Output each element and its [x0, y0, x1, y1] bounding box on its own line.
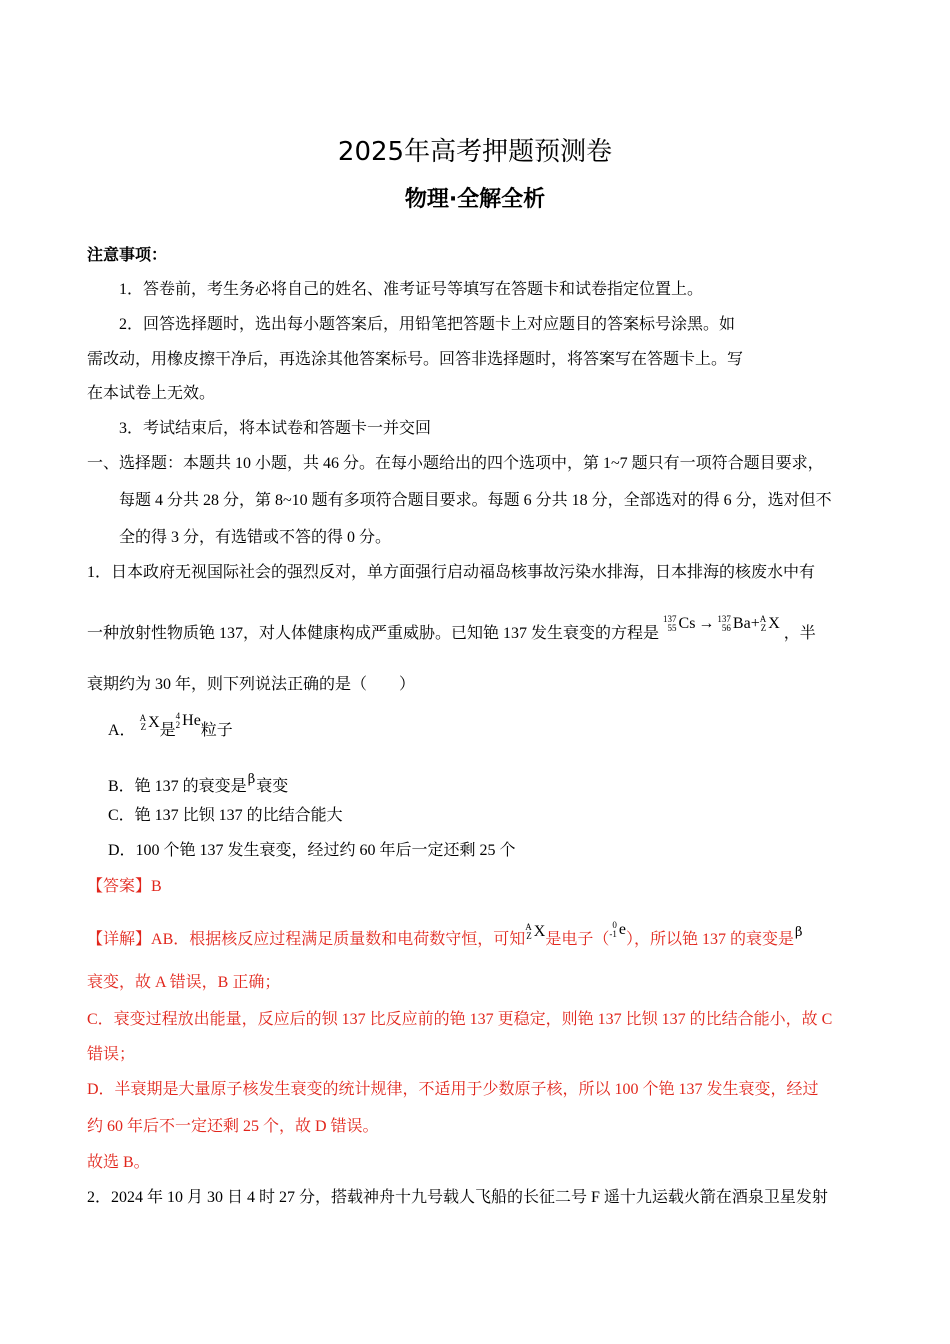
option-a-x-symbol: X	[148, 714, 160, 731]
notice-item-2-line-2: 需改动，用橡皮擦干净后，再选涂其他答案标号。回答非选择题时，将答案写在答题卡上。写	[87, 351, 744, 368]
section-instruction-line-1: 一、选择题：本题共 10 小题，共 46 分。在每小题给出的四个选项中，第 1~7 题只有一项符合题目要求，	[87, 455, 824, 472]
option-c: C．铯 137 比钡 137 的比结合能大	[108, 807, 343, 824]
option-a-x-nuclide	[140, 712, 160, 734]
question-1-line-1: 1．日本政府无视国际社会的强烈反对，单方面强行启动福岛核事故污染水排海，日本排海的核废水中有	[87, 564, 816, 581]
notice-item-2-line-3: 在本试卷上无效。	[87, 385, 216, 402]
detail-x-symbol: X	[533, 923, 546, 940]
option-a	[108, 711, 233, 742]
detail-label: 【详解】	[87, 931, 152, 948]
cesium-mass-number: 137	[663, 614, 677, 625]
option-a-x-mass: A	[139, 713, 147, 724]
detail-line-2: 衰变，故 A 错误，B 正确；	[87, 974, 281, 991]
detail-line-4: 错误；	[87, 1046, 136, 1063]
barium-symbol: Ba	[732, 615, 751, 632]
cesium-atomic-number: 55	[667, 623, 677, 634]
option-b	[108, 769, 288, 798]
helium-symbol: He	[182, 712, 201, 729]
detail-line-1-part-b: 是电子（	[545, 931, 610, 948]
helium-nuclide	[176, 710, 201, 732]
reaction-arrow: →	[698, 615, 715, 632]
barium-nuclide	[717, 613, 750, 635]
answer-line: 【答案】B	[87, 878, 162, 895]
electron-charge-number: -1	[609, 929, 617, 940]
detail-x-nuclide	[525, 921, 545, 943]
section-instruction-line-3: 全的得 3 分，有选错或不答的得 0 分。	[119, 529, 392, 546]
section-instruction-line-2: 每题 4 分共 28 分，第 8~10 题有多项符合题目要求。每题 6 分共 18 分，全部选对的得 6 分，选对但不	[119, 492, 832, 509]
detail-beta-symbol: β	[794, 925, 803, 940]
cesium-nuclide	[663, 613, 695, 635]
option-a-tail: 粒子	[200, 722, 233, 739]
detail-line-1-part-a: AB．根据核反应过程满足质量数和电荷数守恒，可知	[151, 931, 526, 948]
x-nuclide	[760, 613, 780, 635]
option-b-text: B．铯 137 的衰变是	[108, 778, 247, 795]
helium-mass-number: 4	[175, 711, 181, 722]
helium-atomic-number: 2	[175, 720, 181, 731]
x-symbol: X	[768, 615, 780, 632]
question-1-line-3: 衰期约为 30 年，则下列说法正确的是（ ）	[87, 676, 416, 693]
question-1-line-2-text: 一种放射性物质铯 137，对人体健康构成严重威胁。已知铯 137 发生衰变的方程是	[87, 625, 660, 642]
question-1-line-2-tail: ，半	[783, 625, 816, 642]
exam-subtitle: 物理·全解全析	[404, 187, 546, 212]
barium-mass-number: 137	[717, 614, 731, 625]
exam-title: 2025年高考押题预测卷	[337, 137, 613, 167]
notice-item-1: 1．答卷前，考生务必将自己的姓名、准考证号等填写在答题卡和试卷指定位置上。	[119, 281, 704, 298]
electron-nuclide	[609, 919, 626, 941]
electron-symbol: e	[618, 921, 626, 938]
detail-x-mass: A	[525, 922, 532, 933]
cesium-symbol: Cs	[678, 615, 696, 632]
question-1-line-2	[87, 614, 816, 645]
decay-equation	[663, 615, 784, 632]
option-a-mid: 是	[159, 722, 176, 739]
detail-line-1-part-c: ），所以铯 137 的衰变是	[625, 931, 794, 948]
detail-line-5: D．半衰期是大量原子核发生衰变的统计规律，不适用于少数原子核，所以 100 个铯 137 发生衰变，经过	[87, 1081, 819, 1098]
x-mass-number: A	[759, 614, 767, 625]
barium-atomic-number: 56	[721, 623, 731, 634]
option-b-tail: 衰变	[256, 778, 289, 795]
option-a-x-number: Z	[140, 722, 147, 733]
detail-line-3: C．衰变过程放出能量，反应后的钡 137 比反应前的铯 137 更稳定，则铯 137 比钡 137 的比结合能小，故 C	[87, 1011, 833, 1028]
detail-line-7: 故选 B。	[87, 1154, 150, 1171]
notice-heading: 注意事项：	[87, 247, 168, 264]
notice-item-3: 3．考试结束后，将本试卷和答题卡一并交回	[119, 420, 432, 437]
option-a-label: A．	[108, 722, 136, 739]
x-atomic-number: Z	[760, 623, 767, 634]
electron-mass-number: 0	[612, 920, 617, 931]
detail-line-6: 约 60 年后不一定还剩 25 个，故 D 错误。	[87, 1118, 379, 1135]
notice-item-2-line-1: 2．回答选择题时，选出每小题答案后，用铅笔把答题卡上对应题目的答案标号涂黑。如	[119, 316, 736, 333]
plus-sign: +	[750, 615, 760, 632]
detail-line-1	[87, 922, 803, 951]
beta-symbol: β	[247, 772, 256, 787]
option-d: D．100 个铯 137 发生衰变，经过约 60 年后一定还剩 25 个	[108, 842, 516, 859]
question-2-line-1: 2．2024 年 10 月 30 日 4 时 27 分，搭载神舟十九号载人飞船的长征二号 F 遥十九运载火箭在酒泉卫星发射	[87, 1189, 828, 1206]
detail-x-number: Z	[526, 931, 532, 942]
